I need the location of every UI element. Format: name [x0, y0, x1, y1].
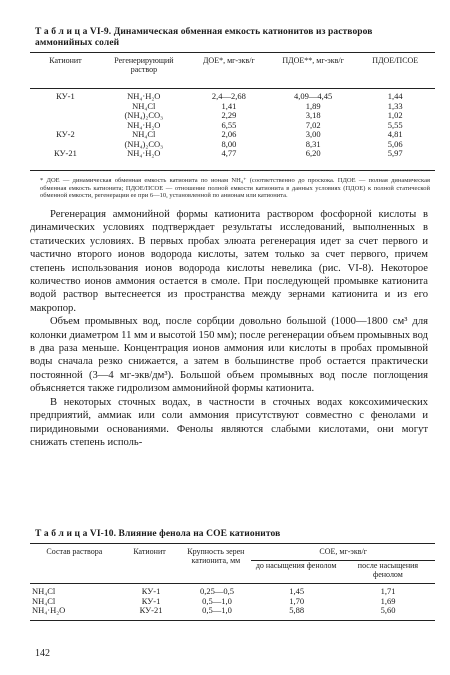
table2-cell-cation: КУ-1	[141, 586, 161, 596]
table1-header-doe: ДОЕ*, мг-экв/г	[202, 56, 255, 65]
table1-cell-reagent: NH₄·H₂O	[127, 119, 161, 130]
table1-cell-ratio: 5,97	[387, 148, 403, 158]
table2-cell-before: 1,45	[289, 586, 305, 596]
table2-header	[30, 547, 435, 582]
table1-cell-cation: КУ-21	[53, 148, 77, 158]
table1-cell-doe: 4,77	[221, 148, 237, 158]
table2-caption: Т а б л и ц а VI-10. Влияние фенола на СОЕ катионитов	[35, 529, 281, 539]
table1-caption: Т а б л и ц а VI-9. Динамическая обменная емкость катионитов из растворов аммонийных солей	[35, 27, 373, 48]
table-row	[30, 587, 435, 597]
table1-header-cation: Катионит	[49, 56, 82, 65]
table2-cell-after: 1,69	[380, 595, 396, 606]
table2-header-rule	[30, 583, 435, 584]
table1-cell-pdoe: 3,18	[305, 110, 321, 120]
page-number: 142	[35, 648, 50, 659]
table1-cell-cation	[30, 111, 101, 121]
table1-header-rule	[30, 88, 435, 89]
table2-cell-cation: КУ-1	[141, 595, 161, 606]
table1-cell-pdoe: 6,20	[305, 148, 321, 158]
table1-header-ratio: ПДОЕ/ПСОЕ	[372, 56, 419, 65]
table1-cell-pdoe: 1,89	[305, 100, 321, 111]
table1-cell-doe: 8,00	[221, 138, 237, 149]
table1-header-pdoe: ПДОЕ**, мг-экв/г	[282, 56, 344, 65]
table1-cell-reagent: NH₄Cl	[132, 129, 156, 139]
table1-body	[30, 92, 435, 159]
paragraph-phenols: В некоторых сточных водах, в частности в сточных водах коксохимических предприятий, аммиак или соли аммония присутствуют совместно с фенолами и пиридиновыми основаниями. Фенолы являются слабыми кислотами, они могут снижать степень исполь-	[30, 396, 428, 448]
table1-cell-ratio: 5,06	[387, 138, 403, 149]
table1-cell-pdoe: 3,00	[305, 129, 321, 139]
table1-cell-ratio: 1,44	[387, 91, 403, 101]
table2-header-grain: Крупность зерен катионита, мм	[187, 547, 245, 565]
table1-top-rule	[30, 52, 435, 53]
table2-header-soe: СОЕ, мг-экв/г	[251, 547, 435, 560]
table1-cell-ratio: 5,55	[387, 119, 403, 130]
table1-cell-pdoe: 4,09—4,45	[294, 91, 333, 101]
table1-bottom-rule	[30, 170, 435, 171]
table2-cell-solution: NH₄Cl	[32, 586, 56, 596]
table1-cell-cation	[30, 102, 101, 112]
table1-cell-reagent: (NH₄)₂CO₃	[124, 110, 164, 120]
table2-body	[30, 587, 435, 616]
paragraph-rinse-volume: Объем промывных вод, после сорбции довольно большой (1000—1800 см³ для колонки диаметром 11 мм и высотой 150 мм); после регенерации объем промывных вод в два раза меньше. Концентрация ионов аммония или кислоты в пробах промывной воды сначала резко снижается, а затем в большинстве проб остается практически постоянной (3—4 мг-экв/дм³). Большой объем промывных вод после поглощения объясняется также гидролизом аммонийной формы катионита.	[30, 316, 428, 395]
table2-cell-solution: NH₄Cl	[32, 595, 56, 606]
table2-cell-grain: 0,5—1,0	[202, 605, 232, 615]
table-row	[30, 597, 435, 607]
table2-header-cation: Катионит	[133, 547, 166, 556]
table1-header	[30, 56, 435, 84]
table1-cell-ratio: 1,02	[387, 110, 403, 120]
table2-cell-cation: КУ-21	[139, 605, 163, 615]
table1-cell-doe: 2,4—2,68	[211, 91, 246, 101]
table2-cell-before: 5,88	[289, 605, 305, 615]
table1-cell-doe: 2,06	[221, 129, 237, 139]
table1-header-reagent: Регенерирующий раствор	[114, 56, 174, 74]
body-text	[30, 208, 428, 449]
table-row	[30, 149, 435, 159]
table1-cell-reagent: NH₄Cl	[132, 100, 156, 111]
table1-cell-pdoe: 7,02	[305, 119, 321, 130]
table2-bottom-rule	[30, 620, 435, 621]
table1-cell-ratio: 4,81	[387, 129, 403, 139]
table1-footnote: * ДОЕ — динамическая обменная емкость катионита по ионам NH₄⁺ (соответственно до проскока. ПДОЕ — полная динамическая обменная емкость катионита; ПДОЕ/ПСОЕ — отношение полной емкости катионита в данных условиях (ПДОЕ) к полной статической обменной емкости, регенерации ее при 6—10, установленной по анионам или катионита.	[40, 177, 430, 200]
table1-cell-reagent: NH₄·H₂O	[127, 148, 161, 158]
table1-cell-doe: 6,55	[221, 119, 237, 130]
table2-header-after: после насыщения фенолом	[357, 560, 419, 579]
table1-cell-reagent: NH₄·H₂O	[127, 91, 161, 101]
table-row	[30, 606, 435, 616]
table2-cell-grain: 0,25—0,5	[200, 586, 234, 596]
table1-cell-pdoe: 8,31	[305, 138, 321, 149]
table2-header-solution: Состав раствора	[46, 547, 103, 556]
table2-cell-solution: NH₄·H₂O	[32, 605, 66, 615]
table2-cell-grain: 0,5—1,0	[202, 595, 232, 606]
table2-cell-after: 5,60	[380, 605, 396, 615]
table1-cell-cation: КУ-1	[56, 91, 75, 101]
table2-top-rule	[30, 543, 435, 544]
table2-header-before: до насыщения фенолом	[255, 560, 337, 570]
paragraph-regeneration: Регенерация аммонийной формы катионита раствором фосфорной кислоты в динамических условиях подтверждает результаты исследований, выполненных в статических условиях. В первых пробах элюата регенерация идет за счет первого и частично второго ионов водорода кислоты, затем только за счет первого, причем степень использования ионов водорода кислоты невелика (рис. VI-8). Некоторое количество ионов аммония остается в смоле. При последующей промывке катионита водой раствор вытеснеется из пространства между зернами катионита и из его макропор.	[30, 209, 428, 314]
table1-cell-reagent: (NH₄)₂CO₃	[124, 138, 164, 149]
table1-cell-cation: КУ-2	[56, 129, 75, 139]
table2-cell-before: 1,70	[289, 595, 305, 606]
table1-cell-ratio: 1,33	[387, 100, 403, 111]
table2-cell-after: 1,71	[380, 586, 396, 596]
table1-cell-doe: 1,41	[221, 100, 237, 111]
table1-cell-doe: 2,29	[221, 110, 237, 120]
